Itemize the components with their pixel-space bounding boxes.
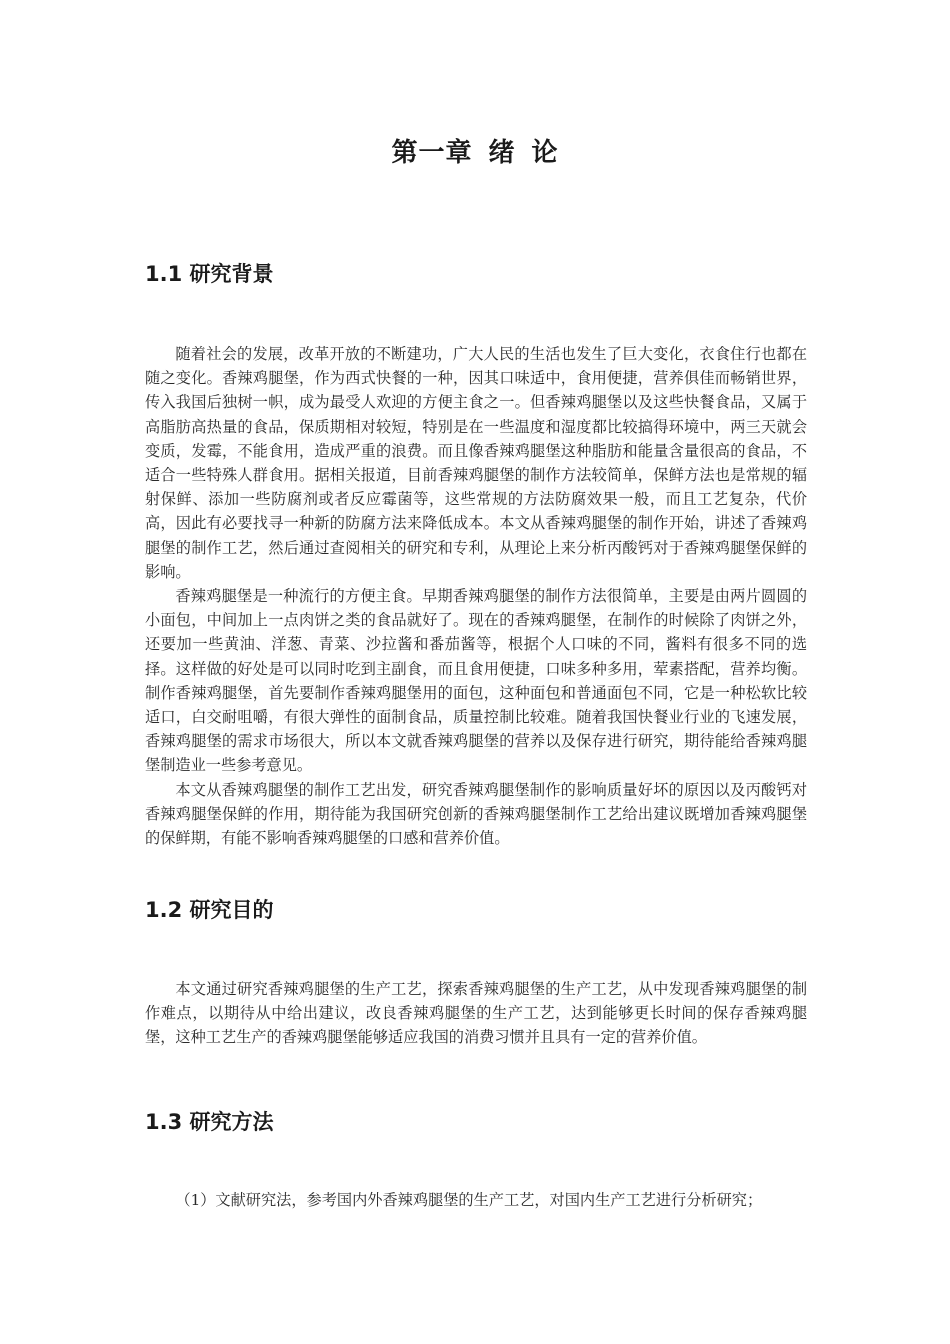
section-body-1-2 (145, 977, 807, 1050)
chapter-title: 第一章 绪 论 (391, 138, 559, 168)
paragraph: 本文从香辣鸡腿堡的制作工艺出发，研究香辣鸡腿堡制作的影响质量好坏的原因以及丙酸钙对香辣鸡腿堡保鲜的作用，期待能为我国研究创新的香辣鸡腿堡制作工艺给出建议既增加香辣鸡腿堡的保鲜期，有能不影响香辣鸡腿堡的口感和营养价值。 (145, 780, 807, 848)
section-body-1-3 (145, 1188, 807, 1212)
section-heading-1-3: 1.3 研究方法 (145, 1110, 274, 1134)
paragraph: 本文通过研究香辣鸡腿堡的生产工艺，探索香辣鸡腿堡的生产工艺，从中发现香辣鸡腿堡的制作难点，以期待从中给出建议，改良香辣鸡腿堡的生产工艺，达到能够更长时间的保存香辣鸡腿堡，这种工艺生产的香辣鸡腿堡能够适应我国的消费习惯并且具有一定的营养价值。 (145, 980, 807, 1047)
paragraph: 香辣鸡腿堡是一种流行的方便主食。早期香辣鸡腿堡的制作方法很简单，主要是由两片圆圆的小面包，中间加上一点肉饼之类的食品就好了。现在的香辣鸡腿堡，在制作的时候除了肉饼之外，还要加一些黄油、洋葱、青菜、沙拉酱和番茄酱等，根据个人口味的不同，酱料有很多不同的选择。这样做的好处是可以同时吃到主副食，而且食用便捷，口味多种多用，荤素搭配，营养均衡。制作香辣鸡腿堡，首先要制作香辣鸡腿堡用的面包，这种面包和普通面包不同，它是一种松软比较适口，白交耐咀嚼，有很大弹性的面制食品，质量控制比较难。随着我国快餐业行业的飞速发展，香辣鸡腿堡的需求市场很大，所以本文就香辣鸡腿堡的营养以及保存进行研究，期待能给香辣鸡腿堡制造业一些参考意见。 (145, 587, 807, 775)
section-heading-1-1: 1.1 研究背景 (145, 262, 274, 286)
list-item: （1）文献研究法，参考国内外香辣鸡腿堡的生产工艺，对国内生产工艺进行分析研究； (175, 1191, 763, 1209)
section-body-1-1 (145, 342, 807, 850)
paragraph: 随着社会的发展，改革开放的不断建功，广大人民的生活也发生了巨大变化，衣食住行也都在随之变化。香辣鸡腿堡，作为西式快餐的一种，因其口味适中，食用便捷，营养俱佳而畅销世界，传入我国后独树一帜，成为最受人欢迎的方便主食之一。但香辣鸡腿堡以及这些快餐食品，又属于高脂肪高热量的食品，保质期相对较短，特别是在一些温度和湿度都比较搞得环境中，两三天就会变质，发霉，不能食用，造成严重的浪费。而且像香辣鸡腿堡这种脂肪和能量含量很高的食品，不适合一些特殊人群食用。据相关报道，目前香辣鸡腿堡的制作方法较简单，保鲜方法也是常规的辐射保鲜、添加一些防腐剂或者反应霉菌等，这些常规的方法防腐效果一般，而且工艺复杂，代价高，因此有必要找寻一种新的防腐方法来降低成本。本文从香辣鸡腿堡的制作开始，讲述了香辣鸡腿堡的制作工艺，然后通过查阅相关的研究和专利，从理论上来分析丙酸钙对于香辣鸡腿堡保鲜的影响。 (145, 345, 807, 581)
section-heading-1-2: 1.2 研究目的 (145, 898, 274, 922)
